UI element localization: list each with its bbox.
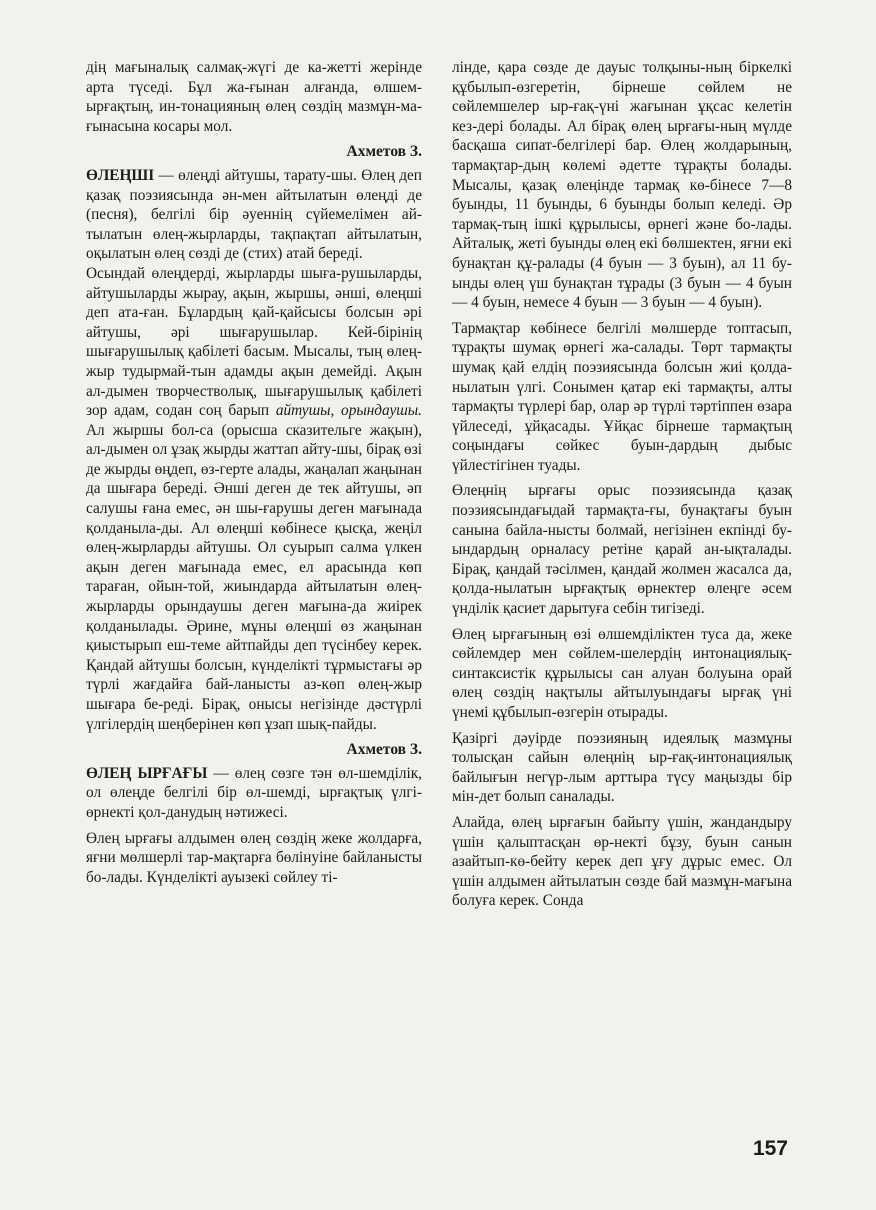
right-column xyxy=(452,58,792,911)
right-paragraph-3: Өлеңнің ырғағы орыс поэзиясында қазақ поэзиясындағыдай тармақта-ғы, бунақтағы буын санына байла-нысты болмай, негізінен екпінді бу-ындардың орналасу ретіне қарай ан-ықталады. Бірақ, қандай тәсілмен, қандай жолмен жасалса да, қолда-нылатын ырғақтық өрнектер өлеңге әсем үнділік қасиет дарытуға себін тигізеді. xyxy=(452,482,792,618)
entry-definition-oleńshi: — өлеңді айтушы, тарату-шы. Өлең деп қазақ поэзиясында ән-мен айтылатын өлеңді де (песня), белгілі бір әуеннің сүйемелімен ай-тылатын өлең-жырларды, тақпақтап айтылатын, оқылатын өлең сөзді де (стих) атай береді. xyxy=(86,166,422,263)
entry-term-oleń-yrgagy: ӨЛЕҢ ЫРҒАҒЫ xyxy=(86,764,208,782)
left-paragraph-3: Өлең ырғағы алдымен өлең сөздің жеке жолдарға, яғни мөлшерлі тар-мақтарға бөлінуіне байланысты бо-лады. Күнделікті ауызекі сөйлеу ті- xyxy=(86,829,422,886)
entry-definition-oleń-yrgagy: — өлең сөзге тән өл-шемділік, ол өлеңде белгілі бір өл-шемді, ырғақтық үлгі-өрнекті қол-данудың нәтижесі. xyxy=(86,764,422,821)
left-paragraph-2-part-b: Ал жыршы бол-са (орысша сказительге жақын), ал-дымен ол ұзақ жырды жаттап айту-шы, бірақ өзі де жырды өңдеп, өз-герте алады, жаңалап жаңынан да шығара береді. Әнші деген де тек айтушы, әп салушы ғана емес, ән шы-ғарушы деген мағынада қолданыла-ды. Ал өлеңші көбінесе қысқа, жеңіл өлең-жырларды айтушы. Ол суырып салма үлкен ақын деген мағынада емес, ел арасында көп тараған, ойын-той, жиындарда айтылатын өлең-жырларды орындаушы деген мағына-да жиірек қолданылады. Әрине, мұны өлеңші өз жаңынан қиыстырып еш-теме айтпайды деп түсінбеу керек. Қандай айтушы болсын, күнделікті тұрмыстағы әр түрлі жағдайға бай-ланысты аз-көп өлең-жыр шығара бе-реді. Бірақ, оныcы негізінде дәстүрлі үлгілердің шеңберінен көп ұзап шық-пайды. xyxy=(86,421,422,733)
right-paragraph-4: Өлең ырғағының өзі өлшемділіктен туса да, жеке сөйлемдер мен сөйлем-шелердің интонациялық-синтаксистік құрылысы сан алуан болуына орай өлең сөздің нақтылы айтылуындағы ырғақ үні үнемі құбылып-өзгерін отырады. xyxy=(452,625,792,721)
author-signature-1: Ахметов З. xyxy=(346,143,422,161)
right-paragraph-1: лінде, қара сөзде де дауыс толқыны-ның біркелкі құбылып-өзгеретін, бірнеше сөйлем не сөйлемшелер ыр-ғақ-үні жағынан ұқсас келетін кез-дері болады. Ал бірақ өлең ырғағы-ның мүлде басқаша сипат-белгілері бар. Өлең жолдарының, тармақтар-дың көлемі әдетте тұрақты болады. Мысалы, қазақ өлеңінде тармақ кө-бінесе 7—8 буынды, 11 буынды, 6 буынды болып келеді. Әр тармақ-тың ішкі құрылысы, өрнегі және бо-лады. Айталық, жеті буынды өлең екі бөлшектен, яғни екі бунақтан құ-ралады (4 буын — 3 буын), ал 11 бу-ынды өлең үш бунақтан тұрады (3 буын — 4 буын — 4 буын, немесе 4 буын — 3 буын — 4 буын). xyxy=(452,59,792,312)
right-paragraph-5: Қазіргі дәуірде поэзияның идеялық мазмұны толысқан сайын өлеңнің ыр-ғақ-интонациялық байлығын негүр-лым арттыра түсу маңызды бір мін-дет болып саналады. xyxy=(452,729,792,806)
right-paragraph-2: Тармақтар көбінесе белгілі мөлшерде топтасып, тұрақты шумақ өрнегі жа-салады. Төрт тармақты шумақ қай елдің поэзиясында болсын жиі қолда-нылатын үлгі. Сонымен қатар екі тармақты, алты тармақты түрлері бар, олар әр түрлі тәртіппен өзара үйлеседі, ұйқасады. Ұйқас бірнеше тармақтың соңындағы сөйкес буын-дардың дыбыс үйлестігінен туады. xyxy=(452,319,792,474)
entry-oleńshi xyxy=(86,166,422,264)
left-paragraph-2-part-a: Осындай өлеңдерді, жырларды шыға-рушыларды, айтушыларды жырау, ақын, жыршы, әнші, өлеңші деп ата-ған. Бұлардың қай-қайсысы болсын әрі айтушы, әрі шығарушылар. Кей-бірінің шығарушылық қабілеті басым. Мысалы, тың өлең-жыр тудырмай-тын адамды ақын демейді. Ақын ал-дымен творчестволық, шығарушылық қабілеті зор адам, содан соң барып xyxy=(86,264,422,420)
left-paragraph-2 xyxy=(86,264,422,734)
right-paragraph-6: Алайда, өлең ырғағын байыту үшін, жандандыру үшін қалыптасқан өр-некті бұзу, буын санын азайтып-кө-бейту керек деп ұғу дұрыс емес. Ол үшін алдымен айтылатын сөзде бай мазмұн-мағына болуға керек. Сонда xyxy=(452,813,792,910)
left-paragraph-1: дің мағыналық салмақ-жүгі де ка-жетті жерінде арта түседі. Бұл жа-ғынан алғанда, өлшем-ырғақтың, ин-тонацияның өлең сөздің мазмұн-ма-ғынасына косары мол. xyxy=(86,59,422,135)
entry-term-oleńshi: ӨЛЕҢШІ xyxy=(86,166,155,184)
entry-oleń-yrgagy xyxy=(86,764,422,823)
left-paragraph-2-italic: айтушы, орындаушы. xyxy=(275,402,422,420)
page-number: 157 xyxy=(752,1137,788,1160)
left-column xyxy=(86,58,422,887)
author-signature-2: Ахметов З. xyxy=(346,741,422,759)
